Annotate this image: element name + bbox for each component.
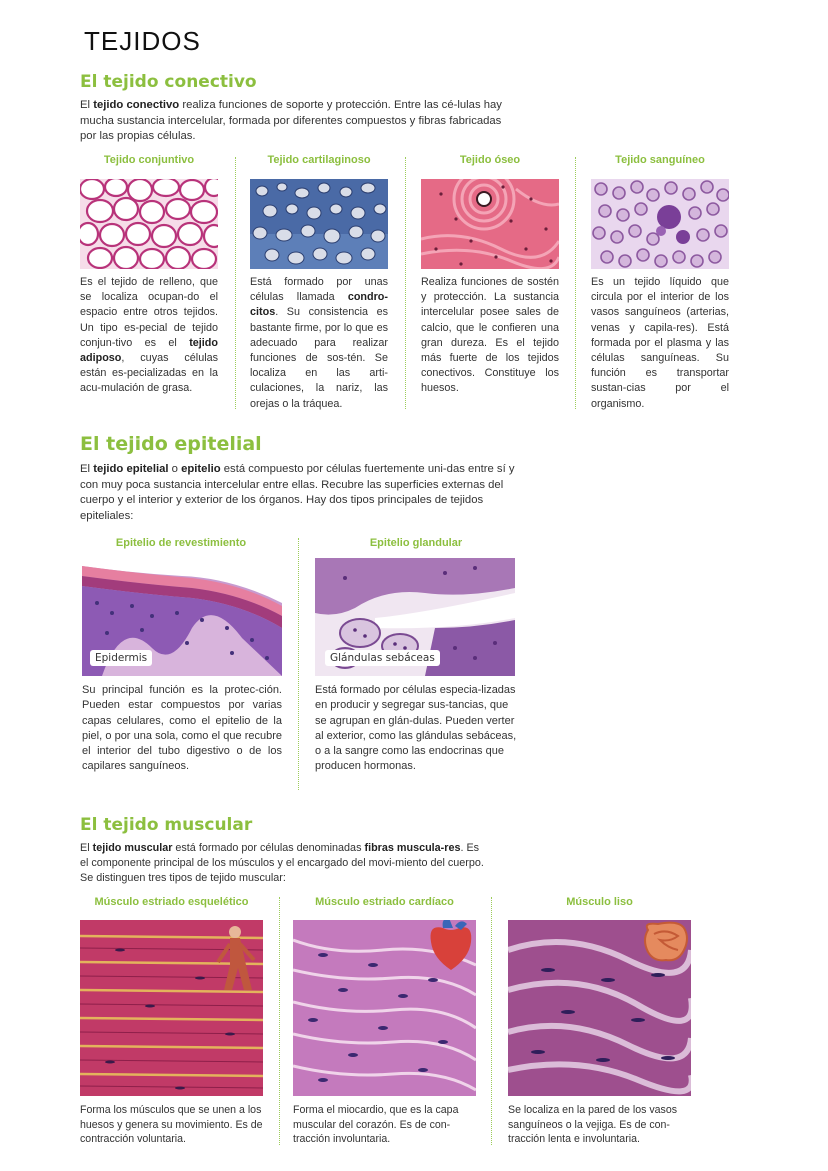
- cardiac-muscle-micrograph: [293, 920, 476, 1096]
- skeletal-muscle-image: [80, 920, 263, 1096]
- cartilage-micrograph: [250, 179, 388, 269]
- column-heading-tejido-cartilaginoso: Tejido cartilaginoso: [267, 154, 371, 166]
- epidermis-image: [82, 558, 282, 676]
- column-divider: [235, 157, 236, 409]
- image-label-glandulas-sebaceas: Glándulas sebáceas: [325, 650, 440, 666]
- section-title-epitelial: El tejido epitelial: [80, 433, 262, 455]
- blood-tissue-image: [591, 179, 729, 269]
- column-divider: [491, 897, 492, 1145]
- section-intro-conectivo: El tejido conectivo realiza funciones de soporte y protección. Entre las cé-lulas hay mucha sustancia intercelular, formada por diferentes compuestos y fibras fabricadas por las propias células.: [80, 99, 502, 142]
- section-title-conectivo: El tejido conectivo: [80, 72, 257, 92]
- bold-term: fibras muscula-res: [364, 842, 461, 854]
- column-text-epitelio-revestimiento: Su principal función es la protec-ción. Pueden estar compuestos por varias capas celulares, como el epitelio de la piel, o por una sola, como el que recubre el interior del tubo digestivo o de los capilares sanguíneos.: [82, 684, 282, 773]
- section-intro-epitelial: El tejido epitelial o epitelio está compuesto por células fuertemente uni-das entre sí y con muy poca sustancia intercelular entre ellas. Recubre las superficies externas del cuerpo y el interior y exterior de los órganos. Hay dos tipos principales de tejidos epiteliales:: [80, 463, 515, 522]
- smooth-muscle-micrograph: [508, 920, 691, 1096]
- bold-term: tejido muscular: [92, 842, 173, 854]
- cardiac-muscle-image: [293, 920, 476, 1096]
- column-heading-epitelio-glandular: Epitelio glandular: [369, 537, 463, 549]
- section-intro-muscular: El tejido muscular está formado por células denominadas fibras muscula-res. Es el componente principal de los músculos y el encargado del movi-miento del cuerpo. Se distinguen tres tipos de tejido muscular:: [80, 842, 484, 884]
- bold-term: tejido adiposo: [80, 336, 218, 365]
- bone-tissue-micrograph: [421, 179, 559, 269]
- column-text-musculo-esqueletico: Forma los músculos que se unen a los huesos y genera su movimiento. Es de contracción voluntaria.: [80, 1104, 263, 1145]
- column-heading-epitelio-revestimiento: Epitelio de revestimiento: [115, 537, 247, 549]
- bold-term: epitelio: [181, 463, 221, 475]
- column-text-tejido-oseo: Realiza funciones de sostén y protección. La sustancia intercelular posee sales de calcio, que le confieren una gran dureza. Es el tejido más fuerte de los tejidos conectivos. Constituye los huesos.: [421, 276, 559, 395]
- column-text-musculo-liso: Se localiza en la pared de los vasos sanguíneos o la vejiga. Es de con-tracción lenta e involuntaria.: [508, 1104, 678, 1145]
- blood-cells-micrograph: [591, 179, 729, 269]
- page-title: TEJIDOS: [84, 26, 201, 56]
- column-heading-musculo-esqueletico: Músculo estriado esquelético: [94, 896, 249, 908]
- bold-term: tejido epitelial: [93, 463, 169, 475]
- skeletal-muscle-micrograph: [80, 920, 263, 1096]
- intestine-icon: [645, 923, 687, 961]
- bold-term: tejido conectivo: [93, 99, 180, 111]
- column-heading-tejido-conjuntivo: Tejido conjuntivo: [103, 154, 195, 166]
- column-text-musculo-cardiaco: Forma el miocardio, que es la capa muscular del corazón. Es de con-tracción involuntaria.: [293, 1104, 459, 1145]
- cartilage-tissue-image: [250, 179, 388, 269]
- column-text-epitelio-glandular: Está formado por células especia-lizadas en producir y segregar sus-tancias, que se agrupan en glán-dulas. Pueden verter al exterior, como las glándulas sebáceas, o a la sangre como las endocrinas que producen hormonas.: [315, 684, 517, 773]
- column-heading-tejido-oseo: Tejido óseo: [459, 154, 521, 166]
- column-divider: [279, 897, 280, 1145]
- section-title-muscular: El tejido muscular: [80, 815, 253, 835]
- adipose-tissue-image: [80, 179, 218, 269]
- column-divider: [575, 157, 576, 409]
- column-text-tejido-sanguineo: Es un tejido líquido que circula por el interior de los vasos sanguíneos (arterias, venas y capila-res). Está formada por el plasma y las células sanguíneas. Su función es transportar sustan-cias por el organismo.: [591, 276, 729, 410]
- bold-term: condro-citos: [250, 291, 388, 319]
- smooth-muscle-image: [508, 920, 691, 1096]
- column-heading-tejido-sanguineo: Tejido sanguíneo: [615, 154, 705, 166]
- column-heading-musculo-liso: Músculo liso: [566, 896, 633, 908]
- column-heading-musculo-cardiaco: Músculo estriado cardíaco: [315, 896, 454, 908]
- column-text-tejido-conjuntivo: Es el tejido de relleno, que se localiza ocupan-do el espacio entre otros tejidos. Un tipo es-pecial de tejido conjun-tivo es el tejido adiposo, cuyas células están es-pecializadas en la acu-mulación de grasa.: [80, 276, 218, 395]
- column-divider: [298, 538, 299, 790]
- column-divider: [405, 157, 406, 409]
- image-label-epidermis: Epidermis: [90, 650, 152, 666]
- bone-tissue-image: [421, 179, 559, 269]
- column-text-tejido-cartilaginoso: Está formado por unas células llamada condro-citos. Su consistencia es bastante firme, por lo que es adecuado para realizar funciones de sos-tén. Se localiza en las arti-culaciones, la nariz, las orejas o la tráquea.: [250, 276, 388, 410]
- adipose-tissue-micrograph: [80, 179, 218, 269]
- sebaceous-glands-image: [315, 558, 515, 676]
